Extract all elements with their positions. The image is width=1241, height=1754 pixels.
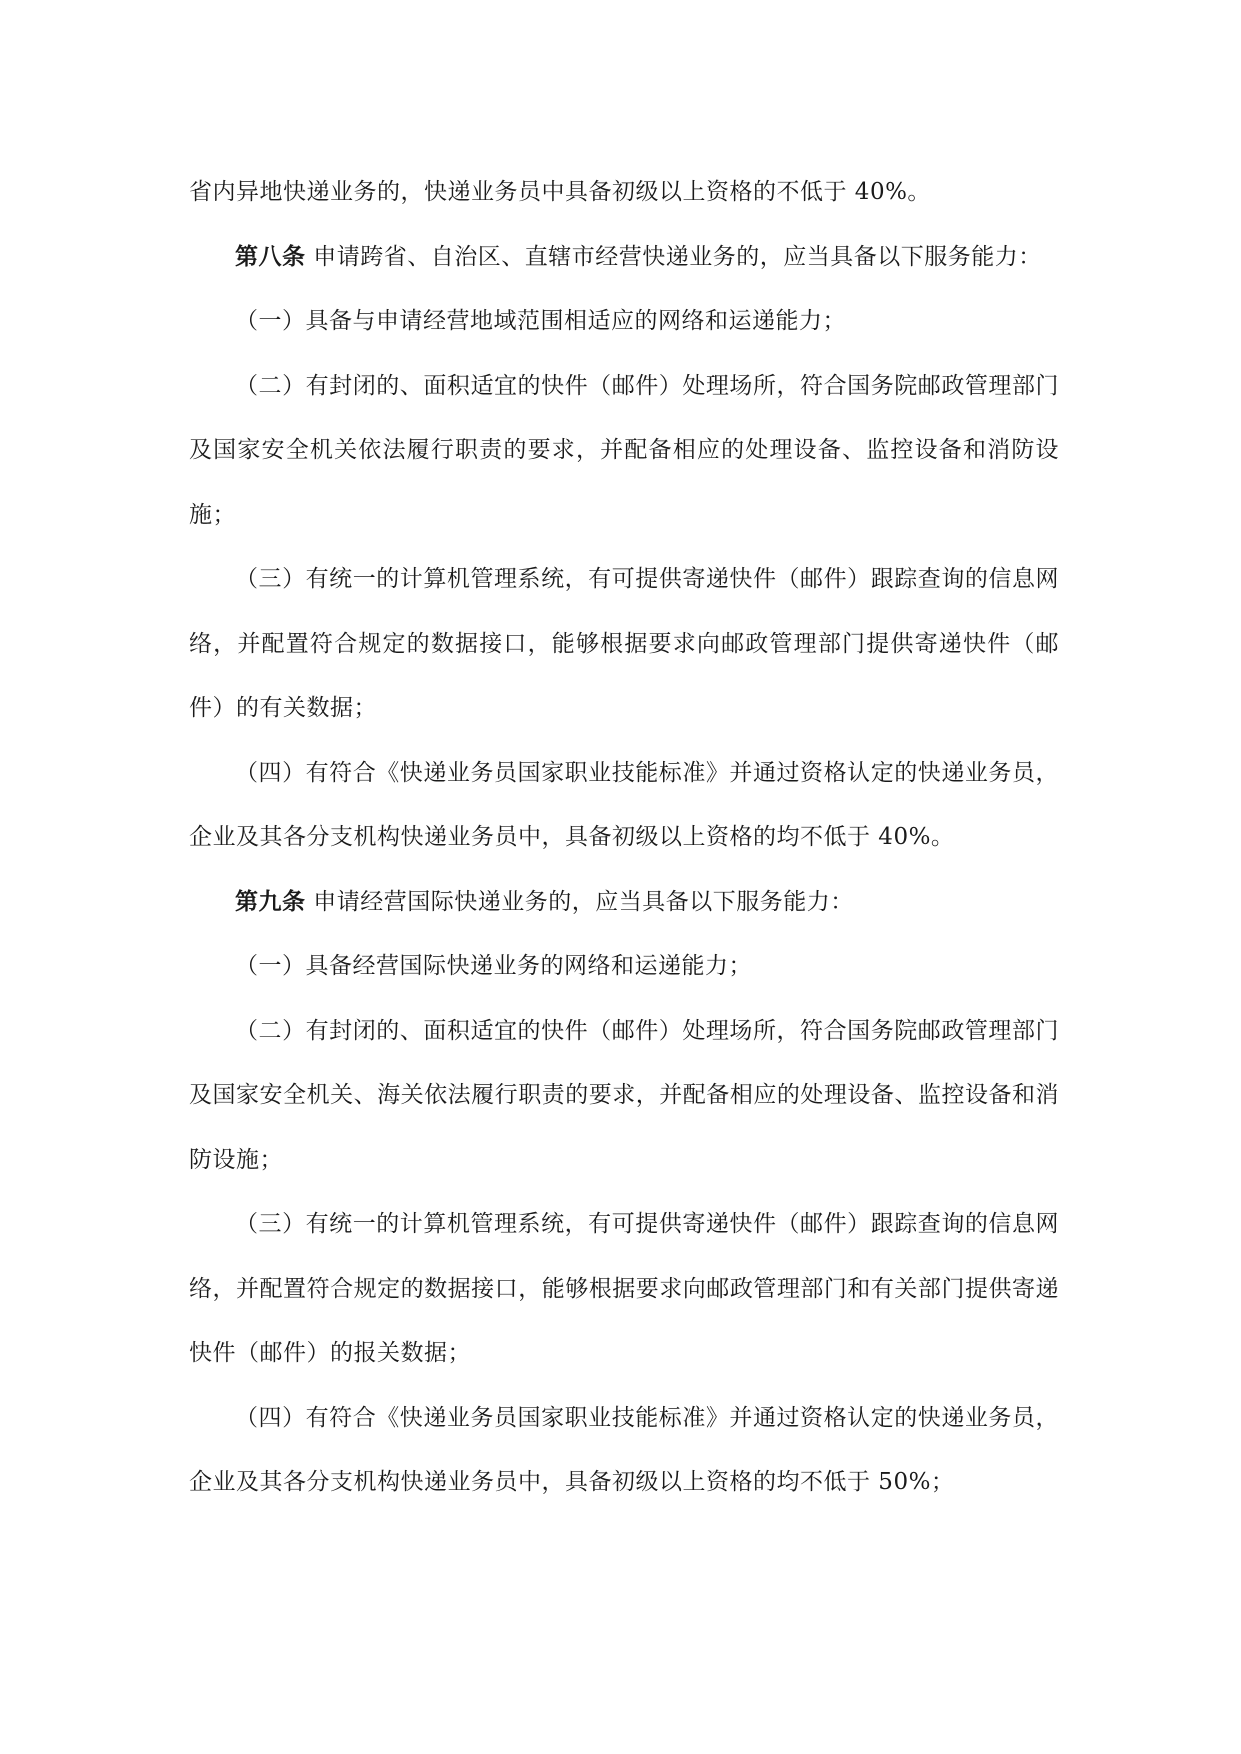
paragraph-11 bbox=[189, 1386, 1059, 1515]
paragraph-text: （三）有统一的计算机管理系统，有可提供寄递快件（邮件）跟踪查询的信息网络，并配置符合规定的数据接口，能够根据要求向邮政管理部门和有关部门提供寄递快件（邮件）的报关数据； bbox=[189, 1211, 1059, 1366]
paragraph-6 bbox=[189, 741, 1059, 870]
paragraph-text: 省内异地快递业务的，快递业务员中具备初级以上资格的不低于 40%。 bbox=[189, 179, 931, 205]
paragraph-2 bbox=[189, 225, 1059, 290]
paragraph-text: （二）有封闭的、面积适宜的快件（邮件）处理场所，符合国务院邮政管理部门及国家安全机关、海关依法履行职责的要求，并配备相应的处理设备、监控设备和消防设施； bbox=[189, 1017, 1059, 1173]
paragraph-5 bbox=[189, 547, 1059, 741]
paragraph-text: （四）有符合《快递业务员国家职业技能标准》并通过资格认定的快递业务员，企业及其各分支机构快递业务员中，具备初级以上资格的均不低于 40%。 bbox=[189, 759, 1059, 850]
paragraph-text: （一）具备与申请经营地域范围相适应的网络和运递能力； bbox=[235, 308, 846, 334]
paragraph-7 bbox=[189, 870, 1059, 935]
paragraph-1 bbox=[189, 160, 1059, 225]
paragraph-text: 申请跨省、自治区、直辖市经营快递业务的，应当具备以下服务能力： bbox=[305, 243, 1042, 270]
paragraph-4 bbox=[189, 354, 1059, 548]
document-body bbox=[189, 160, 1059, 1515]
paragraph-text: （二）有封闭的、面积适宜的快件（邮件）处理场所，符合国务院邮政管理部门及国家安全机关依法履行职责的要求，并配备相应的处理设备、监控设备和消防设施； bbox=[189, 372, 1059, 528]
paragraph-text: （一）具备经营国际快递业务的网络和运递能力； bbox=[235, 953, 752, 979]
paragraph-text: （四）有符合《快递业务员国家职业技能标准》并通过资格认定的快递业务员，企业及其各分支机构快递业务员中，具备初级以上资格的均不低于 50%； bbox=[189, 1404, 1059, 1495]
paragraph-10 bbox=[189, 1192, 1059, 1386]
paragraph-9 bbox=[189, 999, 1059, 1193]
article-heading: 第八条 bbox=[235, 242, 306, 270]
paragraph-text: （三）有统一的计算机管理系统，有可提供寄递快件（邮件）跟踪查询的信息网络，并配置符合规定的数据接口，能够根据要求向邮政管理部门提供寄递快件（邮件）的有关数据； bbox=[189, 566, 1059, 721]
article-heading: 第九条 bbox=[235, 887, 306, 915]
paragraph-8 bbox=[189, 934, 1059, 999]
paragraph-text: 申请经营国际快递业务的，应当具备以下服务能力： bbox=[305, 888, 854, 915]
paragraph-3 bbox=[189, 289, 1059, 354]
